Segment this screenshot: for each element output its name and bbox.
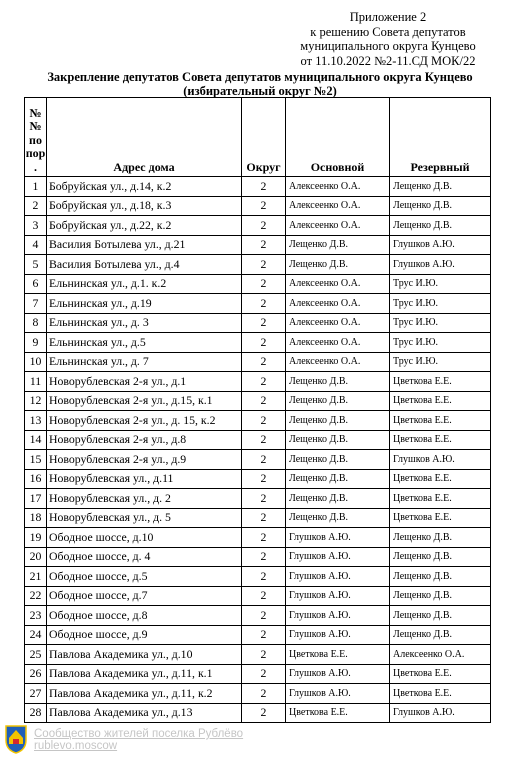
- table-row: [25, 216, 491, 236]
- cell-reserve: Трус И.Ю.: [390, 333, 491, 353]
- cell-main: Цветкова Е.Е.: [286, 703, 390, 723]
- table-row: [25, 235, 491, 255]
- cell-num: 12: [25, 391, 47, 411]
- cell-reserve: Трус И.Ю.: [390, 294, 491, 314]
- cell-reserve: Лещенко Д.В.: [390, 528, 491, 548]
- cell-reserve: Лещенко Д.В.: [390, 547, 491, 567]
- table-row: [25, 391, 491, 411]
- cell-address: Ободное шоссе, д. 4: [47, 547, 242, 567]
- cell-main: Лещенко Д.В.: [286, 508, 390, 528]
- column-header-address: Адрес дома: [47, 98, 242, 177]
- table-row: [25, 411, 491, 431]
- cell-address: Павлова Академика ул., д.11, к.1: [47, 664, 242, 684]
- cell-reserve: Цветкова Е.Е.: [390, 508, 491, 528]
- cell-okrug: 2: [242, 235, 286, 255]
- cell-address: Ободное шоссе, д.8: [47, 606, 242, 626]
- cell-reserve: Цветкова Е.Е.: [390, 489, 491, 509]
- table-row: [25, 196, 491, 216]
- cell-okrug: 2: [242, 411, 286, 431]
- column-header-okrug: Округ: [242, 98, 286, 177]
- cell-main: Глушков А.Ю.: [286, 606, 390, 626]
- cell-main: Лещенко Д.В.: [286, 411, 390, 431]
- cell-main: Алексеенко О.А.: [286, 216, 390, 236]
- cell-address: Новорублевская 2-я ул., д.15, к.1: [47, 391, 242, 411]
- cell-reserve: Цветкова Е.Е.: [390, 372, 491, 392]
- cell-num: 14: [25, 430, 47, 450]
- cell-okrug: 2: [242, 333, 286, 353]
- cell-reserve: Цветкова Е.Е.: [390, 391, 491, 411]
- cell-address: Ельнинская ул., д.19: [47, 294, 242, 314]
- cell-main: Алексеенко О.А.: [286, 313, 390, 333]
- table-row: [25, 274, 491, 294]
- cell-reserve: Лещенко Д.В.: [390, 177, 491, 197]
- coat-of-arms-icon: [4, 724, 28, 754]
- cell-main: Глушков А.Ю.: [286, 664, 390, 684]
- document-header: [268, 10, 508, 68]
- assignment-table: [24, 97, 491, 723]
- cell-main: Лещенко Д.В.: [286, 255, 390, 275]
- header-line-3: муниципального округа Кунцево: [300, 39, 476, 53]
- cell-num: 9: [25, 333, 47, 353]
- cell-address: Бобруйская ул., д.14, к.2: [47, 177, 242, 197]
- watermark: [4, 724, 304, 756]
- cell-num: 16: [25, 469, 47, 489]
- title-line-2: (избирательный округ №2): [183, 84, 337, 98]
- cell-okrug: 2: [242, 196, 286, 216]
- column-header-reserve: Резервный: [390, 98, 491, 177]
- cell-okrug: 2: [242, 528, 286, 548]
- table-row: [25, 450, 491, 470]
- table-row: [25, 586, 491, 606]
- cell-address: Новорублевская 2-я ул., д.9: [47, 450, 242, 470]
- table-row: [25, 664, 491, 684]
- cell-okrug: 2: [242, 567, 286, 587]
- cell-okrug: 2: [242, 586, 286, 606]
- cell-okrug: 2: [242, 469, 286, 489]
- document-title: [20, 70, 500, 98]
- cell-address: Новорублевская ул., д. 5: [47, 508, 242, 528]
- cell-num: 10: [25, 352, 47, 372]
- cell-reserve: Трус И.Ю.: [390, 274, 491, 294]
- header-line-2: к решению Совета депутатов: [310, 24, 466, 39]
- cell-okrug: 2: [242, 625, 286, 645]
- cell-reserve: Алексеенко О.А.: [390, 645, 491, 665]
- column-header-num-line: .: [34, 159, 37, 174]
- cell-reserve: Лещенко Д.В.: [390, 625, 491, 645]
- cell-num: 8: [25, 313, 47, 333]
- cell-num: 6: [25, 274, 47, 294]
- cell-num: 27: [25, 684, 47, 704]
- cell-main: Лещенко Д.В.: [286, 469, 390, 489]
- cell-num: 28: [25, 703, 47, 723]
- watermark-line-1: Сообщество жителей поселка Рублёво: [34, 728, 244, 740]
- column-header-num-line: по: [29, 132, 42, 147]
- cell-reserve: Лещенко Д.В.: [390, 567, 491, 587]
- cell-num: 25: [25, 645, 47, 665]
- cell-reserve: Лещенко Д.В.: [390, 606, 491, 626]
- cell-address: Ободное шоссе, д.5: [47, 567, 242, 587]
- cell-main: Алексеенко О.А.: [286, 352, 390, 372]
- table-row: [25, 294, 491, 314]
- cell-reserve: Лещенко Д.В.: [390, 216, 491, 236]
- cell-okrug: 2: [242, 274, 286, 294]
- cell-okrug: 2: [242, 216, 286, 236]
- cell-num: 5: [25, 255, 47, 275]
- cell-address: Павлова Академика ул., д.10: [47, 645, 242, 665]
- table-row: [25, 508, 491, 528]
- cell-num: 18: [25, 508, 47, 528]
- cell-reserve: Глушков А.Ю.: [390, 703, 491, 723]
- cell-num: 7: [25, 294, 47, 314]
- watermark-text: [34, 728, 243, 752]
- table-row: [25, 528, 491, 548]
- cell-main: Глушков А.Ю.: [286, 528, 390, 548]
- cell-address: Ободное шоссе, д.10: [47, 528, 242, 548]
- cell-main: Глушков А.Ю.: [286, 547, 390, 567]
- cell-main: Лещенко Д.В.: [286, 391, 390, 411]
- cell-main: Глушков А.Ю.: [286, 684, 390, 704]
- cell-reserve: Цветкова Е.Е.: [390, 469, 491, 489]
- cell-num: 15: [25, 450, 47, 470]
- cell-main: Лещенко Д.В.: [286, 235, 390, 255]
- cell-reserve: Глушков А.Ю.: [390, 255, 491, 275]
- cell-okrug: 2: [242, 430, 286, 450]
- column-header-num-line: №: [29, 119, 42, 133]
- cell-okrug: 2: [242, 313, 286, 333]
- cell-address: Новорублевская ул., д.11: [47, 469, 242, 489]
- column-header-num: [25, 98, 47, 177]
- table-row: [25, 313, 491, 333]
- cell-address: Павлова Академика ул., д.11, к.2: [47, 684, 242, 704]
- cell-okrug: 2: [242, 294, 286, 314]
- cell-main: Глушков А.Ю.: [286, 567, 390, 587]
- table-header-row: [25, 98, 491, 177]
- cell-reserve: Цветкова Е.Е.: [390, 664, 491, 684]
- table-row: [25, 430, 491, 450]
- table-row: [25, 177, 491, 197]
- cell-okrug: 2: [242, 450, 286, 470]
- table-row: [25, 567, 491, 587]
- cell-num: 22: [25, 586, 47, 606]
- cell-reserve: Цветкова Е.Е.: [390, 411, 491, 431]
- cell-main: Алексеенко О.А.: [286, 177, 390, 197]
- table-row: [25, 333, 491, 353]
- table-row: [25, 469, 491, 489]
- table-body: [25, 177, 491, 723]
- cell-main: Цветкова Е.Е.: [286, 645, 390, 665]
- cell-num: 1: [25, 177, 47, 197]
- cell-main: Алексеенко О.А.: [286, 196, 390, 216]
- cell-okrug: 2: [242, 684, 286, 704]
- cell-okrug: 2: [242, 547, 286, 567]
- cell-address: Ельнинская ул., д. 7: [47, 352, 242, 372]
- cell-okrug: 2: [242, 372, 286, 392]
- cell-num: 3: [25, 216, 47, 236]
- table-row: [25, 255, 491, 275]
- column-header-num-line: пор: [25, 146, 46, 160]
- table-row: [25, 372, 491, 392]
- column-header-main: Основной: [286, 98, 390, 177]
- table-row: [25, 352, 491, 372]
- cell-reserve: Лещенко Д.В.: [390, 586, 491, 606]
- cell-main: Лещенко Д.В.: [286, 450, 390, 470]
- cell-okrug: 2: [242, 177, 286, 197]
- cell-okrug: 2: [242, 352, 286, 372]
- cell-num: 23: [25, 606, 47, 626]
- cell-address: Ельнинская ул., д.1. к.2: [47, 274, 242, 294]
- cell-address: Бобруйская ул., д.18, к.3: [47, 196, 242, 216]
- cell-okrug: 2: [242, 645, 286, 665]
- table-row: [25, 625, 491, 645]
- cell-main: Глушков А.Ю.: [286, 586, 390, 606]
- cell-main: Алексеенко О.А.: [286, 333, 390, 353]
- cell-okrug: 2: [242, 703, 286, 723]
- cell-okrug: 2: [242, 606, 286, 626]
- cell-num: 24: [25, 625, 47, 645]
- table-row: [25, 606, 491, 626]
- cell-address: Новорублевская 2-я ул., д. 15, к.2: [47, 411, 242, 431]
- cell-reserve: Трус И.Ю.: [390, 313, 491, 333]
- cell-main: Алексеенко О.А.: [286, 274, 390, 294]
- cell-reserve: Глушков А.Ю.: [390, 235, 491, 255]
- cell-address: Бобруйская ул., д.22, к.2: [47, 216, 242, 236]
- title-line-1: Закрепление депутатов Совета депутатов муниципального округа Кунцево: [47, 70, 473, 84]
- cell-num: 2: [25, 196, 47, 216]
- header-line-1: Приложение 2: [349, 10, 427, 24]
- cell-okrug: 2: [242, 508, 286, 528]
- column-header-num-line: №: [29, 105, 42, 120]
- table-row: [25, 703, 491, 723]
- cell-main: Лещенко Д.В.: [286, 372, 390, 392]
- table-row: [25, 547, 491, 567]
- cell-reserve: Трус И.Ю.: [390, 352, 491, 372]
- cell-main: Алексеенко О.А.: [286, 294, 390, 314]
- cell-main: Лещенко Д.В.: [286, 430, 390, 450]
- cell-num: 21: [25, 567, 47, 587]
- cell-address: Василия Ботылева ул., д.4: [47, 255, 242, 275]
- cell-okrug: 2: [242, 489, 286, 509]
- cell-num: 26: [25, 664, 47, 684]
- cell-num: 20: [25, 547, 47, 567]
- cell-reserve: Лещенко Д.В.: [390, 196, 491, 216]
- cell-okrug: 2: [242, 391, 286, 411]
- cell-address: Новорублевская 2-я ул., д.1: [47, 372, 242, 392]
- cell-address: Ободное шоссе, д.9: [47, 625, 242, 645]
- cell-reserve: Глушков А.Ю.: [390, 450, 491, 470]
- cell-address: Новорублевская ул., д. 2: [47, 489, 242, 509]
- watermark-link[interactable]: rublevo.moscow: [34, 740, 118, 752]
- table-row: [25, 645, 491, 665]
- cell-num: 4: [25, 235, 47, 255]
- cell-main: Глушков А.Ю.: [286, 625, 390, 645]
- cell-address: Павлова Академика ул., д.13: [47, 703, 242, 723]
- table-row: [25, 684, 491, 704]
- table-row: [25, 489, 491, 509]
- cell-num: 11: [25, 372, 47, 392]
- cell-reserve: Цветкова Е.Е.: [390, 430, 491, 450]
- cell-okrug: 2: [242, 255, 286, 275]
- cell-address: Ельнинская ул., д. 3: [47, 313, 242, 333]
- cell-address: Новорублевская 2-я ул., д.8: [47, 430, 242, 450]
- cell-num: 13: [25, 411, 47, 431]
- cell-address: Василия Ботылева ул., д.21: [47, 235, 242, 255]
- cell-main: Лещенко Д.В.: [286, 489, 390, 509]
- cell-num: 19: [25, 528, 47, 548]
- cell-address: Ельнинская ул., д.5: [47, 333, 242, 353]
- header-line-4: от 11.10.2022 №2-11.СД МОК/22: [300, 53, 476, 68]
- cell-reserve: Цветкова Е.Е.: [390, 684, 491, 704]
- cell-address: Ободное шоссе, д.7: [47, 586, 242, 606]
- cell-num: 17: [25, 489, 47, 509]
- cell-okrug: 2: [242, 664, 286, 684]
